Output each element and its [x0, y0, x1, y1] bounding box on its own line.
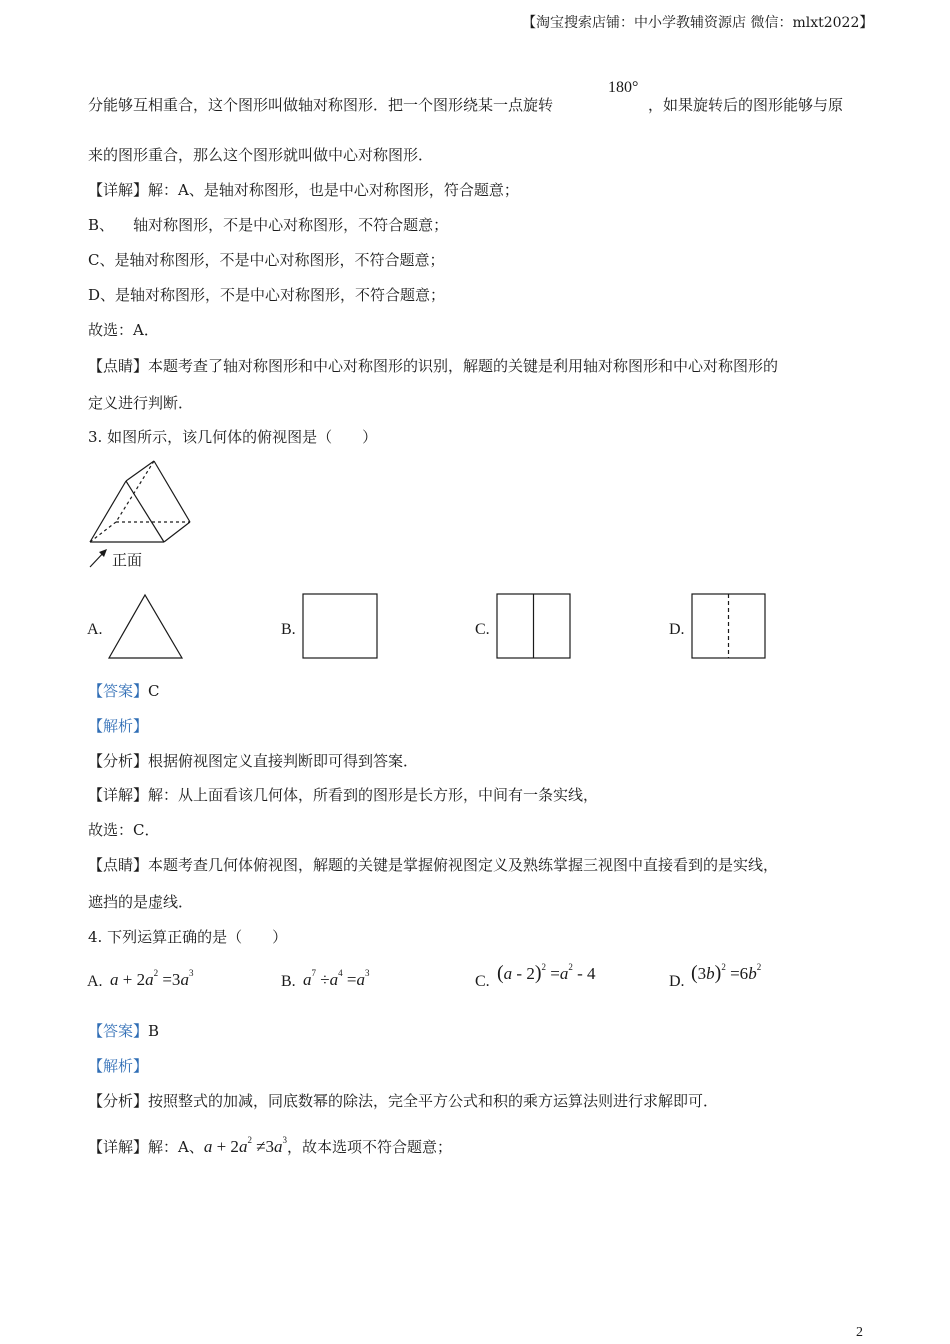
q3-option-b-label: B. — [281, 621, 296, 638]
q4-option-a-expression: $a + 2a^2 =3a^3$ — [110, 968, 194, 989]
header-shop-info: 【淘宝搜索店铺：中小学教辅资源店 微信：mlxt2022】 — [522, 15, 874, 31]
prism-hidden-left-edge — [116, 461, 154, 522]
q2-choose: 故选：A． — [88, 321, 159, 339]
q3-comment-line1: 【点睛】本题考查几何体俯视图，解题的关键是掌握俯视图定义及熟练掌握三视图中直接看到的是实线， — [88, 856, 779, 874]
q2-comment-line1: 【点睛】本题考查了轴对称图形和中心对称图形的识别，解题的关键是利用轴对称图形和中心对称图形的 — [88, 357, 779, 375]
q4-option-b-expression: $a^7 \div a^4 =a^3$ — [303, 968, 370, 989]
q4-analysis: 【分析】按照整式的加减，同底数幂的除法，完全平方公式和积的乘方运算法则进行求解即可． — [88, 1092, 719, 1110]
prism-back-right-edge — [154, 461, 190, 522]
q3-option-b-rectangle — [301, 592, 381, 662]
page-number: 2 — [856, 1325, 863, 1340]
prism-hidden-depth-edge — [90, 522, 116, 542]
q3-detail: 【详解】解：从上面看该几何体，所看到的图形是长方形，中间有一条实线， — [88, 786, 599, 804]
q2-detail-b: B、 轴对称图形，不是中心对称图形，不符合题意； — [88, 216, 449, 234]
q2-detail-a: 【详解】解：A、是轴对称图形，也是中心对称图形，符合题意； — [88, 181, 519, 199]
q3-option-a-triangle — [106, 592, 186, 662]
q3-analysis-tag: 【解析】 — [88, 717, 149, 735]
q2-text-line1a: 分能够互相重合，这个图形叫做轴对称图形．把一个图形绕某一点旋转 — [88, 96, 554, 114]
q3-choose: 故选：C． — [88, 821, 160, 839]
q3-question: 3. 如图所示，该几何体的俯视图是（ ） — [88, 428, 378, 446]
q2-angle: 180° — [608, 79, 639, 96]
q2-detail-c: C、是轴对称图形，不是中心对称图形，不符合题意； — [88, 251, 445, 269]
q4-option-b-label: B. — [281, 973, 296, 990]
prism-bottom-right-edge — [164, 522, 190, 542]
q3-comment-line2: 遮挡的是虚线． — [88, 893, 194, 911]
prism-top-edge — [126, 461, 154, 481]
q4-option-a-label: A. — [87, 973, 103, 990]
q3-front-label: 正面 — [112, 551, 143, 569]
prism-front-left-edge — [90, 481, 126, 542]
q4-option-c-expression: $(a - 2)^2 =a^2 - 4$ — [497, 962, 596, 984]
q3-option-c-rectangle-solid — [495, 592, 575, 662]
q3-option-d-label: D. — [669, 621, 685, 638]
prism-front-right-edge — [126, 481, 164, 542]
q3-prism-figure — [84, 456, 204, 574]
q3-option-c-label: C. — [475, 621, 490, 638]
q3-answer: 【答案】C — [88, 682, 160, 700]
q2-text-line2: 来的图形重合，那么这个图形就叫做中心对称图形． — [88, 146, 434, 164]
q2-comment-line2: 定义进行判断． — [88, 394, 194, 412]
q4-option-d-expression: $(3b)^2 =6b^2$ — [691, 962, 762, 984]
q4-analysis-tag: 【解析】 — [88, 1057, 149, 1075]
q4-detail: 【详解】解：A、$a + 2a^2 \ne 3a^3$，故本选项不符合题意； — [88, 1135, 453, 1156]
q4-option-c-label: C. — [475, 973, 490, 990]
q4-option-d-label: D. — [669, 973, 685, 990]
q4-question: 4. 下列运算正确的是（ ） — [88, 928, 288, 946]
q4-answer: 【答案】B — [88, 1022, 160, 1040]
q3-option-a-label: A. — [87, 621, 103, 638]
q2-text-line1b: ，如果旋转后的图形能够与原 — [648, 96, 844, 114]
q3-option-d-rectangle-dashed — [690, 592, 770, 662]
q3-analysis: 【分析】根据俯视图定义直接判断即可得到答案． — [88, 752, 419, 770]
q2-detail-d: D、是轴对称图形，不是中心对称图形，不符合题意； — [88, 286, 446, 304]
